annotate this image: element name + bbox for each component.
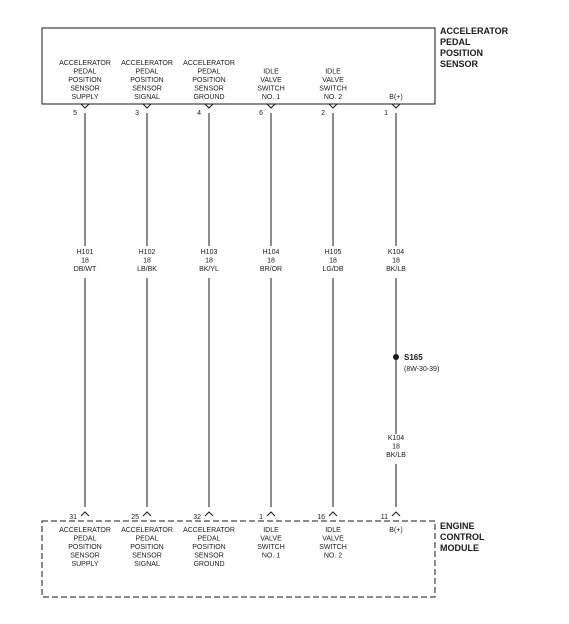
sensor-name-line-2: PEDAL <box>440 37 471 47</box>
wire-label: BR/OR <box>259 266 283 273</box>
wire-label: 18 <box>81 257 89 265</box>
bottom-pin-label: SWITCH <box>319 544 347 551</box>
wire-label: BK/LB <box>386 266 406 273</box>
bottom-pin-number: 31 <box>69 514 77 521</box>
bottom-pin-number: 16 <box>317 514 325 521</box>
wire-label: H104 <box>262 249 280 256</box>
wire-label: K104 <box>387 249 405 256</box>
wire-label: 18 <box>392 257 400 265</box>
wire-label: LB/BK <box>137 266 157 273</box>
circuit-6 <box>381 94 440 534</box>
top-pin-label: SENSOR <box>194 85 224 93</box>
splice-name: S165 <box>404 353 423 362</box>
bottom-connector-symbol <box>205 512 213 516</box>
ecm-name-line-1: ENGINE <box>440 521 475 531</box>
top-pin-number: 2 <box>321 110 325 117</box>
bottom-pin-number: 32 <box>193 514 201 521</box>
bottom-pin-label: POSITION <box>130 544 164 551</box>
splice-dot <box>393 354 399 360</box>
bottom-pin-label: PEDAL <box>135 535 159 543</box>
bottom-pin-label: POSITION <box>68 544 102 551</box>
wire-label: H101 <box>76 249 94 256</box>
sensor-name-line-3: POSITION <box>440 48 484 58</box>
bottom-connector-symbol <box>143 512 151 516</box>
wire-label: 18 <box>205 257 213 265</box>
circuit-2 <box>121 60 173 568</box>
bottom-pin-number: 1 <box>259 514 263 521</box>
wire-label: LG/DB <box>322 266 344 273</box>
top-connector-symbol <box>267 104 275 108</box>
bottom-pin-label: SENSOR <box>132 552 162 560</box>
top-pin-label: POSITION <box>192 77 226 84</box>
bottom-pin-label: VALVE <box>322 535 344 543</box>
top-pin-number: 3 <box>135 110 139 117</box>
bottom-connector-symbol <box>267 512 275 516</box>
circuit-1 <box>59 60 111 568</box>
wire-label: H102 <box>138 249 156 256</box>
bottom-pin-label: ACCELERATOR <box>121 527 173 534</box>
top-pin-label: NO. 2 <box>323 94 343 101</box>
sensor-name-line-4: SENSOR <box>440 59 479 69</box>
wire-label-below-splice: BK/LB <box>386 452 406 459</box>
top-pin-label: NO. 1 <box>261 94 281 101</box>
bottom-pin-label: NO. 2 <box>323 552 343 560</box>
wire-label: H103 <box>200 249 218 256</box>
top-pin-label: PEDAL <box>135 68 159 76</box>
top-pin-label: SENSOR <box>70 85 100 93</box>
splice-reference: (8W-30-39) <box>404 366 440 373</box>
top-connector-symbol <box>329 104 337 108</box>
bottom-pin-label: IDLE <box>263 527 279 534</box>
top-pin-number: 4 <box>197 110 201 117</box>
top-connector-symbol <box>81 104 89 108</box>
bottom-pin-label: PEDAL <box>73 535 97 543</box>
top-pin-label: SWITCH <box>257 85 285 93</box>
sensor-name-line-1: ACCELERATOR <box>440 26 509 36</box>
top-pin-label: PEDAL <box>73 68 97 76</box>
top-pin-label: GROUND <box>193 94 225 101</box>
bottom-pin-label: SWITCH <box>257 544 285 551</box>
top-pin-label: POSITION <box>130 77 164 84</box>
wire-label: 18 <box>329 257 337 265</box>
top-pin-label: ACCELERATOR <box>121 60 173 67</box>
bottom-pin-number: 25 <box>131 514 139 521</box>
bottom-connector-symbol <box>392 512 400 516</box>
bottom-pin-label: NO. 1 <box>261 552 281 560</box>
top-connector-symbol <box>392 104 400 108</box>
top-pin-label: IDLE <box>325 68 341 76</box>
top-pin-label: B(+) <box>389 94 403 101</box>
wire-label: 18 <box>143 257 151 265</box>
ecm-name-line-2: CONTROL <box>440 532 485 542</box>
ecm-name-line-3: MODULE <box>440 543 479 553</box>
circuit-5 <box>317 69 347 560</box>
wire-label: BK/YL <box>199 266 219 273</box>
top-pin-label: SWITCH <box>319 85 347 93</box>
wire-label-below-splice: K104 <box>387 435 405 442</box>
bottom-pin-number: 11 <box>380 514 388 521</box>
top-pin-label: SENSOR <box>132 85 162 93</box>
top-pin-label: ACCELERATOR <box>59 60 111 67</box>
wire-label: 18 <box>267 257 275 265</box>
top-pin-label: IDLE <box>263 68 279 76</box>
bottom-pin-label: B(+) <box>389 527 403 534</box>
bottom-pin-label: SENSOR <box>194 552 224 560</box>
circuit-4 <box>257 69 285 560</box>
top-pin-label: VALVE <box>260 77 282 84</box>
top-connector-symbol <box>205 104 213 108</box>
wire-label: DB/WT <box>73 266 97 273</box>
bottom-connector-symbol <box>329 512 337 516</box>
top-pin-label: ACCELERATOR <box>183 60 235 67</box>
wire-label: H105 <box>324 249 342 256</box>
circuit-3 <box>183 60 235 568</box>
bottom-pin-label: SENSOR <box>70 552 100 560</box>
top-pin-label: VALVE <box>322 77 344 84</box>
top-pin-label: SIGNAL <box>134 94 160 101</box>
top-connector-symbol <box>143 104 151 108</box>
top-pin-label: PEDAL <box>197 68 221 76</box>
top-pin-number: 6 <box>259 110 263 117</box>
top-pin-label: POSITION <box>68 77 102 84</box>
bottom-pin-label: POSITION <box>192 544 226 551</box>
bottom-pin-label: ACCELERATOR <box>59 527 111 534</box>
bottom-pin-label: GROUND <box>193 561 225 568</box>
bottom-pin-label: SIGNAL <box>134 561 160 568</box>
top-pin-label: SUPPLY <box>71 94 99 101</box>
bottom-pin-label: PEDAL <box>197 535 221 543</box>
bottom-pin-label: ACCELERATOR <box>183 527 235 534</box>
wire-label-below-splice: 18 <box>392 443 400 451</box>
bottom-connector-symbol <box>81 512 89 516</box>
top-pin-number: 5 <box>73 110 77 117</box>
bottom-pin-label: VALVE <box>260 535 282 543</box>
circuits-group <box>59 60 439 568</box>
bottom-pin-label: SUPPLY <box>71 561 99 568</box>
top-pin-number: 1 <box>384 110 388 117</box>
bottom-pin-label: IDLE <box>325 527 341 534</box>
